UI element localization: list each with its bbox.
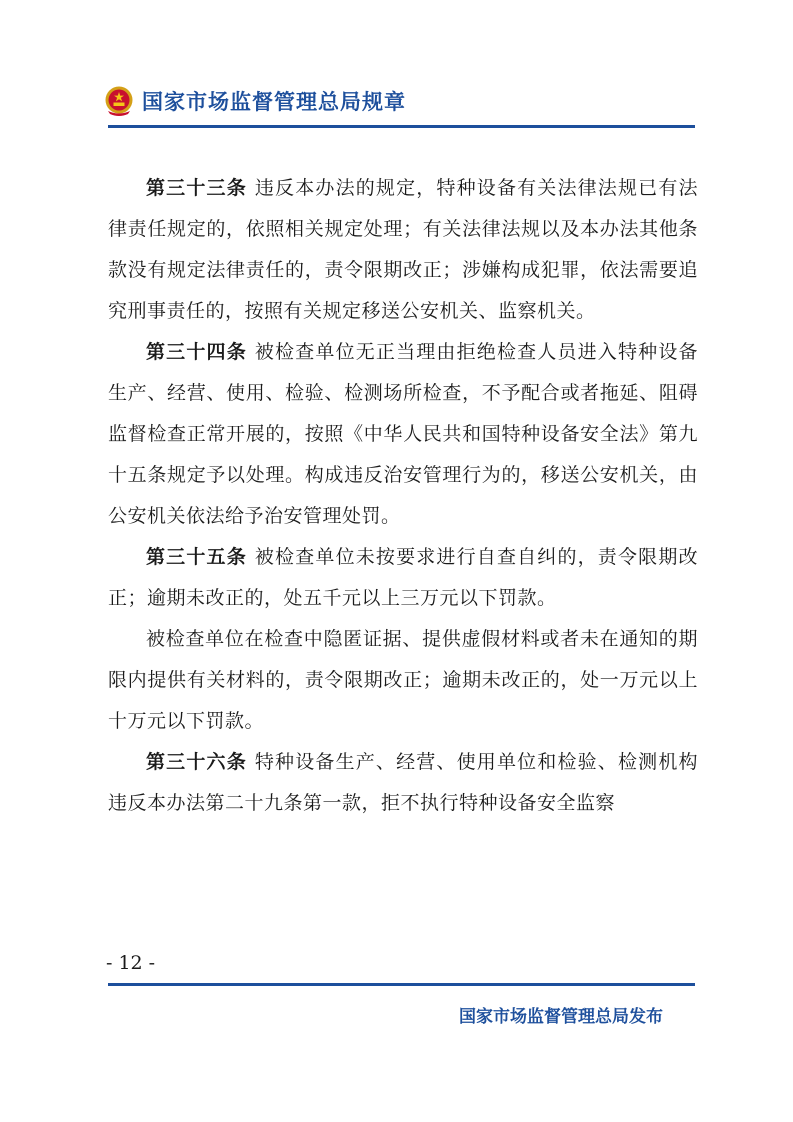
document-body [108,168,698,824]
article-35 [108,537,698,619]
article-text: 被检查单位未按要求进行自查自纠的，责令限期改正；逾期未改正的，处五千元以上三万元以下罚款。 [108,546,698,609]
article-35-paragraph-2 [108,619,698,742]
page-header [104,83,406,119]
article-number: 第三十五条 [146,546,247,568]
article-number: 第三十三条 [146,177,247,199]
article-text: 被检查单位在检查中隐匿证据、提供虚假材料或者未在通知的期限内提供有关材料的，责令限期改正；逾期未改正的，处一万元以上十万元以下罚款。 [108,628,698,732]
article-33 [108,168,698,332]
article-text: 被检查单位无正当理由拒绝检查人员进入特种设备生产、经营、使用、检验、检测场所检查，不予配合或者拖延、阻碍监督检查正常开展的，按照《中华人民共和国特种设备安全法》第九十五条规定予以处理。构成违反治安管理行为的，移送公安机关，由公安机关依法给予治安管理处罚。 [108,341,698,527]
national-emblem-icon [104,85,134,117]
article-number: 第三十六条 [146,751,247,773]
footer-divider [108,983,695,986]
article-text: 违反本办法的规定，特种设备有关法律法规已有法律责任规定的，依照相关规定处理；有关法律法规以及本办法其他条款没有规定法律责任的，责令限期改正；涉嫌构成犯罪，依法需要追究刑事责任的，按照有关规定移送公安机关、监察机关。 [108,177,698,322]
article-34 [108,332,698,537]
page-number: - 12 - [106,952,156,974]
article-36 [108,742,698,824]
article-text: 特种设备生产、经营、使用单位和检验、检测机构违反本办法第二十九条第一款，拒不执行特种设备安全监察 [108,751,698,814]
article-number: 第三十四条 [146,341,247,363]
header-title: 国家市场监督管理总局规章 [142,90,406,114]
header-divider [108,125,695,128]
publisher-label: 国家市场监督管理总局发布 [459,1007,663,1027]
